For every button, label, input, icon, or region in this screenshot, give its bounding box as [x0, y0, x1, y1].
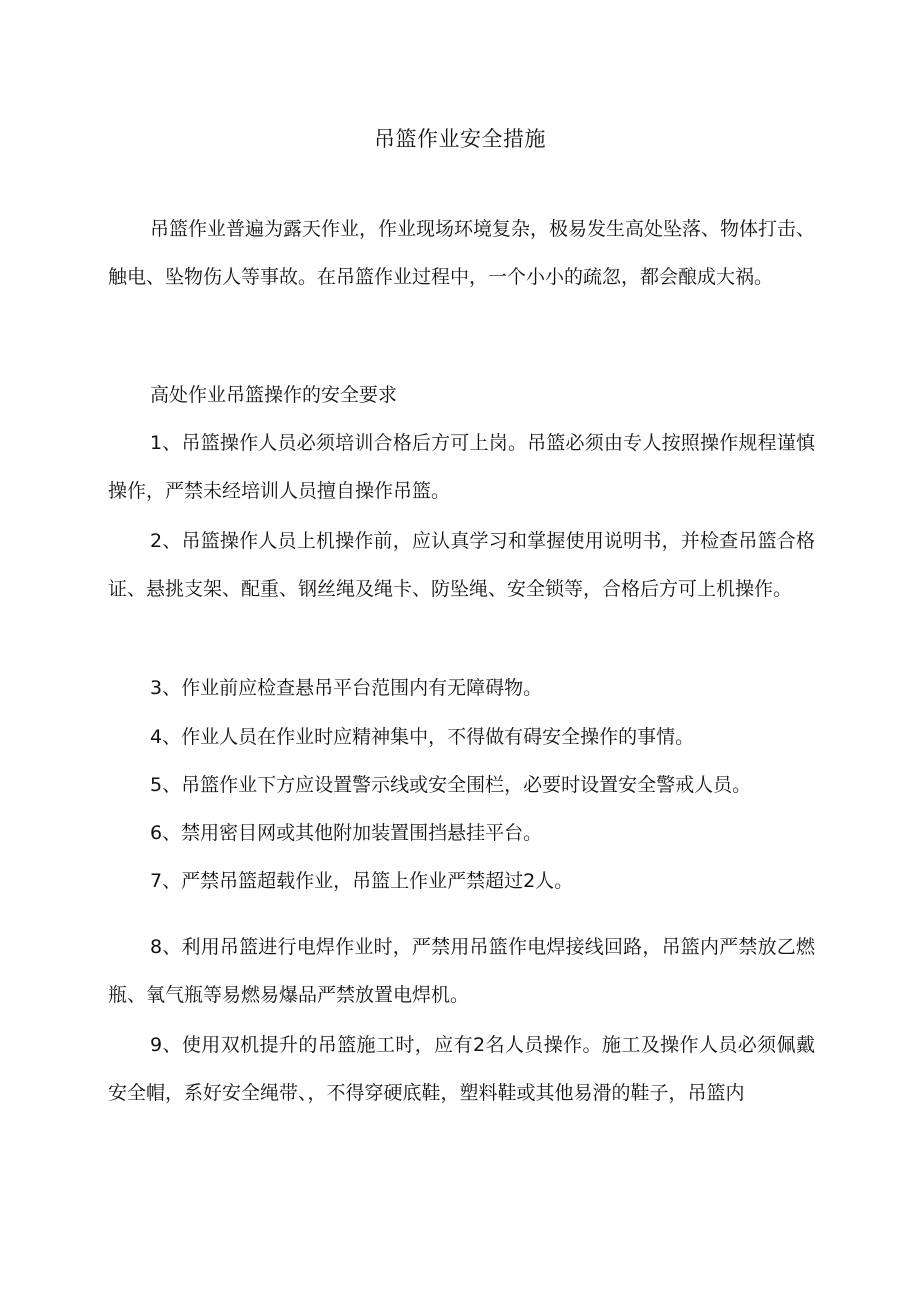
requirement-item-7: 7、严禁吊篮超载作业，吊篮上作业严禁超过2人。 — [150, 870, 574, 892]
requirement-item-1: 1、吊篮操作人员必须培训合格后方可上岗。吊篮必须由专人按照操作规程谨慎操作，严禁未经培训人员擅自操作吊篮。 — [108, 432, 815, 502]
intro-paragraph: 吊篮作业普遍为露天作业，作业现场环境复杂，极易发生高处坠落、物体打击、触电、坠物伤人等事故。在吊篮作业过程中，一个小小的疏忽，都会酿成大祸。 — [108, 218, 816, 288]
requirement-item-3: 3、作业前应检查悬吊平台范围内有无障碍物。 — [150, 677, 543, 699]
requirement-item-9: 9、使用双机提升的吊篮施工时，应有2名人员操作。施工及操作人员必须佩戴安全帽，系好安全绳带、，不得穿硬底鞋，塑料鞋或其他易滑的鞋子，吊篮内 — [108, 1034, 815, 1104]
requirement-item-4: 4、作业人员在作业时应精神集中，不得做有碍安全操作的事情。 — [150, 726, 695, 748]
requirement-item-5: 5、吊篮作业下方应设置警示线或安全围栏，必要时设置安全警戒人员。 — [150, 774, 752, 796]
requirement-item-8: 8、利用吊篮进行电焊作业时，严禁用吊篮作电焊接线回路，吊篮内严禁放乙燃瓶、氧气瓶等易燃易爆品严禁放置电焊机。 — [108, 936, 815, 1006]
document-title: 吊篮作业安全措施 — [374, 127, 546, 151]
requirement-item-2: 2、吊篮操作人员上机操作前，应认真学习和掌握使用说明书，并检查吊篮合格证、悬挑支架、配重、钢丝绳及绳卡、防坠绳、安全锁等，合格后方可上机操作。 — [108, 530, 815, 600]
section-heading: 高处作业吊篮操作的安全要求 — [150, 384, 398, 406]
requirement-item-6: 6、禁用密目网或其他附加装置围挡悬挂平台。 — [150, 822, 543, 844]
